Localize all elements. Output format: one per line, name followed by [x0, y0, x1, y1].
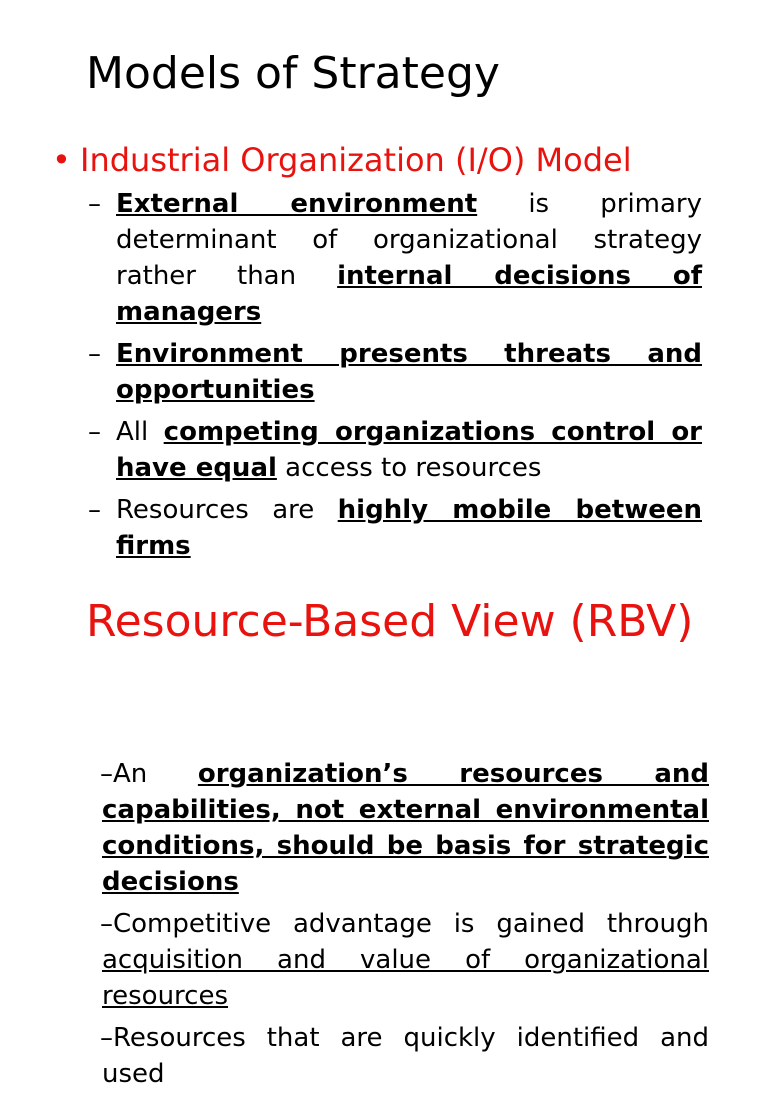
item-text: Resources are — [116, 495, 338, 525]
slide-resource-based-view — [0, 578, 768, 1089]
item-bold: internal decisions of managers — [116, 261, 703, 327]
item-bold: highly mobile between firms — [116, 495, 702, 561]
item-text: An — [113, 759, 198, 789]
dash-marker: – — [100, 909, 113, 939]
item-text: Competitive advantage is gained through — [113, 909, 709, 939]
item-bold: Environment presents threats and opportunities — [116, 339, 702, 405]
list-item — [100, 756, 709, 900]
sub-bullet-list — [100, 756, 709, 1098]
bullet-io-model — [52, 140, 632, 180]
dash-marker: – — [100, 1023, 113, 1053]
sub-bullet-list — [88, 186, 702, 570]
item-text: access to resources — [276, 453, 542, 483]
dash-marker: – — [88, 417, 101, 447]
list-item — [100, 1020, 709, 1092]
list-item — [88, 492, 702, 564]
bullet-heading: Industrial Organization (I/O) Model — [80, 141, 632, 179]
slide-title: Models of Strategy — [86, 48, 500, 99]
dash-marker: – — [88, 189, 101, 219]
item-bold: competing organizations control or have equal — [116, 417, 703, 483]
slide-title: Resource-Based View (RBV) — [86, 596, 694, 647]
item-text: is primary determinant of organizational strategy rather than — [116, 189, 702, 291]
dash-marker: – — [88, 339, 101, 369]
item-underlined: acquisition and value of organizational resources — [102, 945, 709, 1011]
item-bold: organization’s resources and capabilities, not external environmental conditions, should be basis for strategic decisions — [102, 759, 709, 897]
list-item — [100, 906, 709, 1014]
list-item — [88, 336, 702, 408]
item-bold: External environment — [116, 189, 478, 219]
list-item — [88, 186, 702, 330]
item-text: All — [116, 417, 164, 447]
bullet-marker: • — [52, 141, 71, 179]
dash-marker: – — [100, 759, 113, 789]
item-text: Resources that are quickly identified and used — [102, 1023, 709, 1089]
dash-marker: – — [88, 495, 101, 525]
list-item — [88, 414, 702, 486]
